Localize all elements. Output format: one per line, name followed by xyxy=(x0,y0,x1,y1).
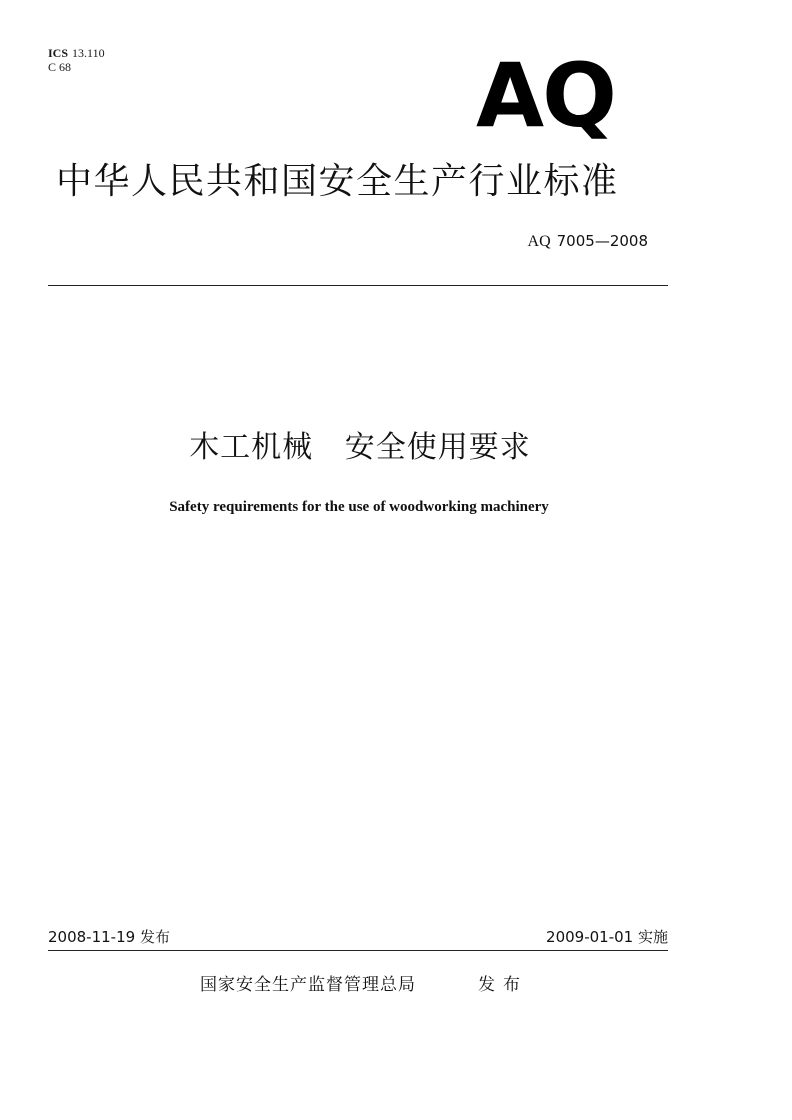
top-divider xyxy=(48,285,668,286)
standard-number-prefix: AQ xyxy=(527,233,551,250)
ics-label: ICS xyxy=(48,46,69,60)
classification-codes xyxy=(48,46,105,74)
ccs-code: C 68 xyxy=(48,60,72,74)
standard-number xyxy=(528,232,648,251)
implementation-date: 2009-01-01 实施 xyxy=(546,928,668,946)
document-title-english: Safety requirements for the use of woodworking machinery xyxy=(169,499,549,515)
ics-line xyxy=(48,46,105,60)
publish-label: 发布 xyxy=(478,975,528,995)
bottom-divider xyxy=(48,950,668,951)
aq-logo: AQ xyxy=(476,44,615,147)
ics-code: 13.110 xyxy=(72,46,105,60)
document-title-chinese: 木工机械 安全使用要求 xyxy=(189,430,531,465)
standard-category-title: 中华人民共和国安全生产行业标准 xyxy=(56,161,619,202)
standard-number-value: 7005—2008 xyxy=(556,232,648,250)
publisher-name: 国家安全生产监督管理总局 xyxy=(200,975,416,995)
issue-date: 2008-11-19 发布 xyxy=(48,928,170,946)
